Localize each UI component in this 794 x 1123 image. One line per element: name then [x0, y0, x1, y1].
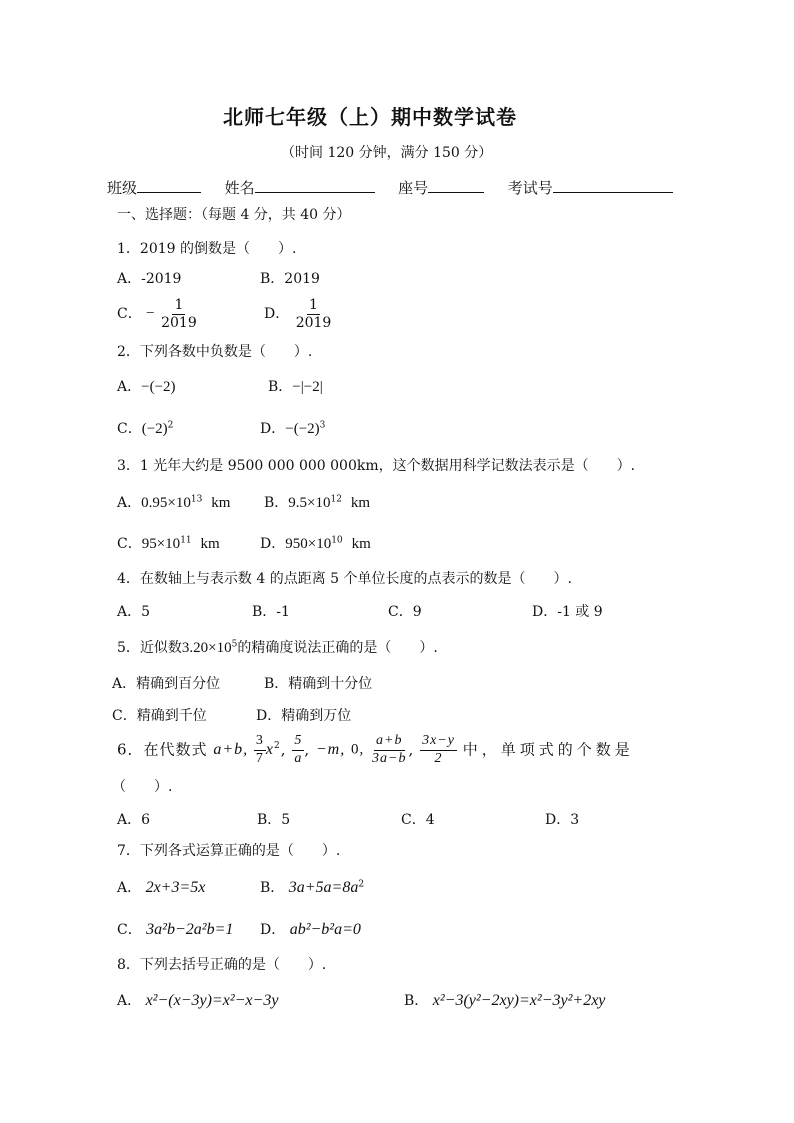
q1-option-d: D． $\frac{1}{2019}$	[264, 297, 332, 331]
question-1-stem: 1．2019 的倒数是（ ）.	[117, 241, 297, 257]
q4-option-d: D．-1 或 9	[532, 604, 603, 620]
q1-d-fraction: $\frac{1}{2019}$	[295, 297, 332, 331]
q6-option-c: C．4	[401, 812, 435, 828]
q1-option-c: C． − $\frac{1}{2019}$	[117, 297, 197, 331]
q8-option-b: B． x²−3(y²−2xy)=x²−3y²+2xy	[404, 992, 606, 1009]
q7-option-c: C． 3a²b−2a²b=1	[117, 921, 234, 938]
page-title: 北师七年级（上）期中数学试卷	[223, 105, 517, 129]
name-label: 姓名	[224, 179, 255, 197]
q7-option-d: D． ab²−b²a=0	[260, 921, 361, 938]
q3-option-d: D．$950\times 10^{10}$ km	[260, 535, 371, 552]
q6-option-b: B．5	[257, 812, 291, 828]
seat-label: 座号	[398, 179, 429, 197]
exam-number-blank[interactable]	[553, 178, 673, 193]
question-5-stem: 5．近似数$3.20\times 10^5$的精确度说法正确的是（ ）.	[117, 639, 438, 656]
q1-option-a: A．-2019	[117, 271, 182, 287]
q5-option-b: B．精确到十分位	[264, 676, 373, 692]
class-blank[interactable]	[137, 178, 201, 193]
question-2-stem: 2．下列各数中负数是（ ）.	[117, 344, 313, 360]
q6-term-3xy-fraction: $\frac{3x-y}{2}$	[422, 733, 455, 766]
seat-blank[interactable]	[428, 178, 484, 193]
class-label: 班级	[107, 179, 138, 197]
question-4-stem: 4．在数轴上与表示数 4 的点距离 5 个单位长度的点表示的数是（ ）.	[117, 571, 572, 587]
name-blank[interactable]	[255, 178, 375, 193]
q6-term-ab-fraction: $\frac{a+b}{3a-b}$	[372, 733, 407, 766]
q5-option-a: A．精确到百分位	[112, 676, 221, 692]
question-7-stem: 7．下列各式运算正确的是（ ）.	[117, 843, 341, 859]
exam-number-label: 考试号	[507, 179, 553, 197]
question-6-stem-line2: （ ）.	[112, 779, 173, 795]
q2-option-b: B．−|−2|	[268, 379, 323, 395]
q6-term-3-7: $\frac{3}{7}$	[255, 733, 264, 766]
question-8-stem: 8．下列去括号正确的是（ ）.	[117, 957, 327, 973]
q2-option-a: A．−(−2)	[117, 379, 176, 395]
q3-option-c: C．$95\times 10^{11}$ km	[117, 535, 220, 552]
q5-option-c: C．精确到千位	[112, 708, 207, 724]
q6-option-d: D．3	[545, 812, 580, 828]
question-6-stem: 6．在代数式 a+b, $\frac{3}{7}$ $x^2$, $\frac{5}{a}$ , −m, 0, $\frac{a+b}{3a-b}$ , $\frac{3x-y}{2}$ 中，单项式的个数是	[117, 733, 634, 766]
q3-option-b: B．$9.5\times 10^{12}$ km	[264, 494, 371, 511]
q3-option-a: A．$0.95\times 10^{13}$ km	[117, 494, 231, 511]
q2-option-c: C．$(-2)^2$	[117, 420, 174, 437]
q6-term-5-a: $\frac{5}{a}$	[294, 733, 303, 766]
q8-option-a: A． x²−(x−3y)=x²−x−3y	[117, 992, 279, 1009]
q5-option-d: D．精确到万位	[256, 708, 352, 724]
q4-option-a: A．5	[117, 604, 151, 620]
info-line	[107, 178, 673, 196]
question-3-stem: 3．1 光年大约是 9500 000 000 000km，这个数据用科学记数法表示是（ ）.	[117, 458, 636, 474]
section-heading: 一、选择题：（每题 4 分，共 40 分）	[117, 207, 351, 223]
q7-option-a: A． 2x+3=5x	[117, 879, 206, 896]
q2-option-d: D．$-(-2)^3$	[260, 420, 326, 437]
q6-option-a: A．6	[117, 812, 151, 828]
q1-c-fraction: $\frac{1}{2019}$	[161, 297, 197, 331]
q1-option-b: B．2019	[260, 271, 320, 287]
q4-option-c: C．9	[388, 604, 422, 620]
page-subtitle: （时间 120 分钟，满分 150 分）	[281, 145, 493, 161]
q7-option-b: B． $3a+5a=8a^2$	[260, 879, 365, 896]
q4-option-b: B．-1	[252, 604, 290, 620]
